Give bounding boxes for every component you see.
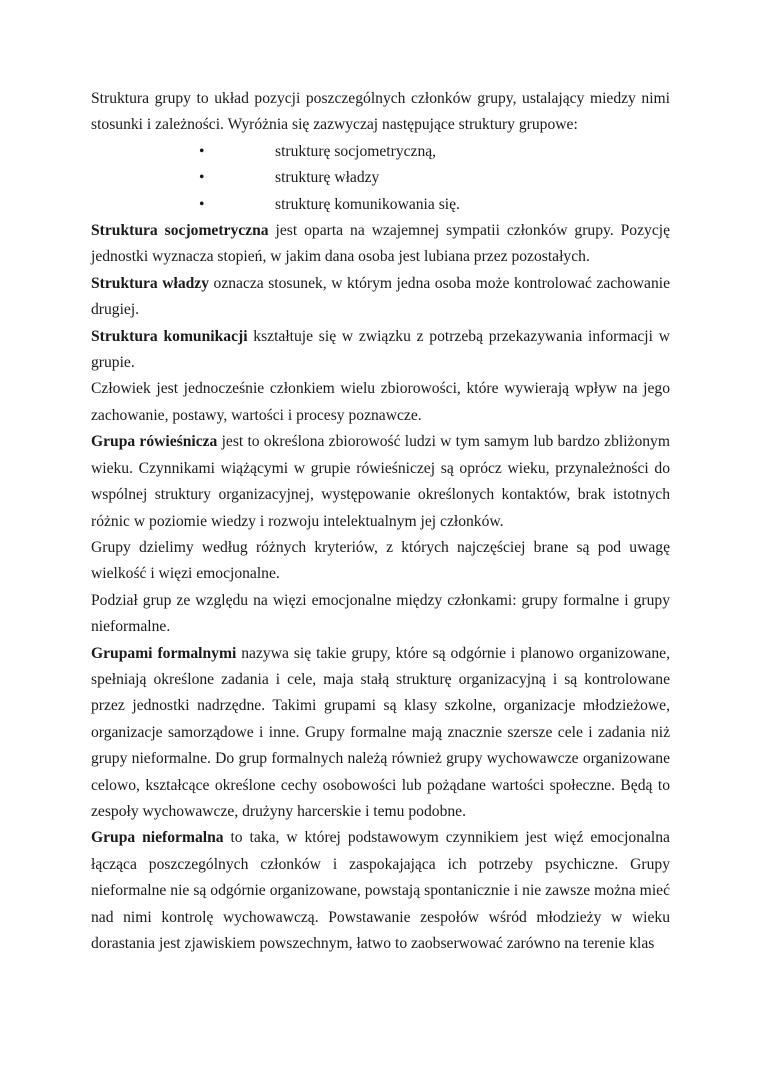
bullet-icon: • bbox=[199, 169, 205, 187]
paragraph-structure-sociometric bbox=[91, 218, 670, 271]
bullet-icon: • bbox=[199, 195, 205, 213]
term-informal-group: Grupa nieformalna bbox=[91, 829, 224, 847]
paragraph-text: Podział grup ze względu na więzi emocjonalne między członkami: grupy formalne i grupy nieformalne. bbox=[91, 591, 670, 636]
paragraph-text: to taka, w której podstawowym czynnikiem jest więź emocjonalna łącząca poszczególnych członków i zaspokajająca ich potrzeby psychiczne. Grupy nieformalne nie są odgórnie organizowane, powstają spontanicznie i nie zawsze można mieć nad nimi kontrolę wychowawczą. Powstawanie zespołów wśród młodzieży w wieku dorastania jest zjawiskiem powszechnym, łatwo to zaobserwować zarówno na terenie klas bbox=[91, 829, 670, 952]
paragraph-structure-power bbox=[91, 271, 670, 324]
list-item bbox=[91, 165, 670, 191]
paragraph-informal-group bbox=[91, 825, 670, 957]
paragraph-peer-group bbox=[91, 429, 670, 535]
list-item-text: strukturę socjometryczną, bbox=[275, 142, 437, 160]
document-page bbox=[91, 86, 670, 957]
term-power: Struktura władzy bbox=[91, 274, 210, 292]
paragraph-group-division bbox=[91, 588, 670, 641]
paragraph-text: Człowiek jest jednocześnie członkiem wielu zbiorowości, które wywierają wpływ na jego zachowanie, postawy, wartości i procesy poznawcze. bbox=[91, 380, 670, 424]
term-peer-group: Grupa rówieśnicza bbox=[91, 433, 218, 451]
list-item bbox=[91, 139, 670, 165]
paragraph-text: kształtuje się w związku z potrzebą przekazywania informacji w grupie. bbox=[91, 327, 670, 372]
paragraph-text: jest to określona zbiorowość ludzi w tym samym lub bardzo zbliżonym wieku. Czynnikami wiążącymi w grupie rówieśniczej są oprócz wieku, przynależności do wspólnej struktury organizacyjnej, występowanie określonych kontaktów, brak istotnych różnic w poziomie wiedzy i rozwoju intelektualnym jej członków. bbox=[91, 433, 670, 530]
structure-list bbox=[91, 139, 670, 218]
intro-text: Struktura grupy to układ pozycji poszczególnych członków grupy, ustalający miedzy nimi stosunki i zależności. Wyróżnia się zazwyczaj następujące struktury grupowe: bbox=[91, 90, 670, 134]
list-item bbox=[91, 192, 670, 218]
term-formal-groups: Grupami formalnymi bbox=[91, 644, 237, 662]
paragraph-text: nazywa się takie grupy, które są odgórnie i planowo organizowane, spełniają określone zadania i cele, maja stałą strukturę organizacyjną i są kontrolowane przez jednostki nadrzędne. Takimi grupami są klasy szkolne, organizacje młodzieżowe, organizacje samorządowe i inne. Grupy formalne mają znacznie szersze cele i zadania niż grupy nieformalne. Do grup formalnych należą również grupy wychowawcze organizowane celowo, kształcące określone cechy osobowości lub pożądane wartości społeczne. Będą to zespoły wychowawcze, drużyny harcerskie i temu podobne. bbox=[91, 644, 670, 820]
bullet-icon: • bbox=[199, 142, 205, 160]
paragraph-human-collectivities bbox=[91, 376, 670, 429]
paragraph-text: jest oparta na wzajemnej sympatii członków grupy. Pozycję jednostki wyznacza stopień, w jakim dana osoba jest lubiana przez pozostałych. bbox=[91, 222, 670, 266]
list-item-text: strukturę komunikowania się. bbox=[275, 195, 460, 213]
paragraph-group-criteria bbox=[91, 535, 670, 588]
intro-paragraph bbox=[91, 86, 670, 139]
term-communication: Struktura komunikacji bbox=[91, 327, 248, 345]
paragraph-text: oznacza stosunek, w którym jedna osoba może kontrolować zachowanie drugiej. bbox=[91, 274, 670, 319]
term-sociometric: Struktura socjometryczna bbox=[91, 222, 269, 240]
paragraph-structure-communication bbox=[91, 324, 670, 377]
paragraph-formal-groups bbox=[91, 641, 670, 826]
paragraph-text: Grupy dzielimy według różnych kryteriów, z których najczęściej brane są pod uwagę wielkość i więzi emocjonalne. bbox=[91, 538, 670, 583]
list-item-text: strukturę władzy bbox=[275, 169, 380, 187]
